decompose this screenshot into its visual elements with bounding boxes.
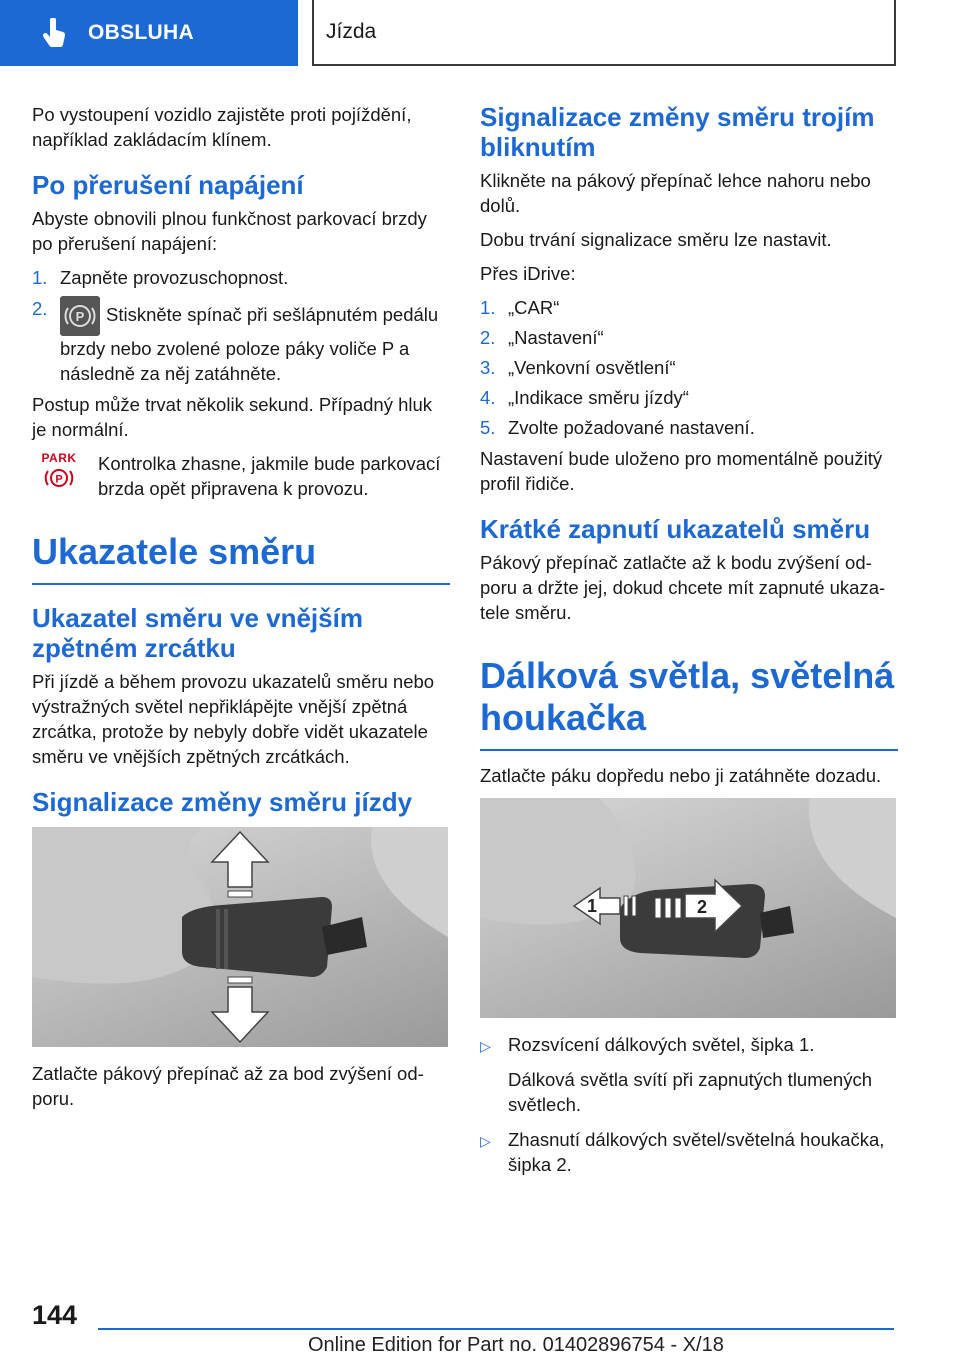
indicator-note bbox=[32, 451, 450, 501]
arrow-label-1: 1 bbox=[586, 896, 598, 916]
turn-signal-lever-image bbox=[32, 827, 448, 1047]
step-text: Stiskněte spínač při sešlápnutém pedálu brzdy nebo zvolené poloze páky voliče P a následně za něj zatáhněte. bbox=[60, 303, 439, 384]
list-item bbox=[32, 296, 450, 386]
step-number: 3. bbox=[480, 357, 496, 378]
bullet-text: Rozsvícení dálkových světel, šipka 1. bbox=[508, 1034, 815, 1055]
step-number: 4. bbox=[480, 387, 496, 408]
intro-text: Po vystoupení vozidlo zajistěte proti pojíždění, například zakládacím klínem. bbox=[32, 104, 412, 150]
step-text: „Indikace směru jízdy“ bbox=[508, 387, 689, 408]
heading-power-interruption: Po přerušení napájení bbox=[32, 170, 304, 200]
step-number: 2. bbox=[32, 298, 48, 319]
duration-text: Postup může trvat několik sekund. Případný hluk je normální. bbox=[32, 394, 433, 440]
signal-text: Zatlačte pákový přepínač až za bod zvýšení odporu. bbox=[32, 1063, 424, 1109]
triangle-bullet-icon: ▷ bbox=[480, 1038, 491, 1054]
list-item bbox=[480, 325, 898, 350]
saved-text: Nastavení bude uloženo pro momentálně použitý profil řidiče. bbox=[480, 448, 883, 494]
footer-divider bbox=[98, 1328, 894, 1330]
park-indicator-label: PARK bbox=[41, 451, 77, 465]
park-indicator-icon bbox=[32, 451, 86, 501]
heading-triple-blink: Signalizace změny směru trojím bliknutím bbox=[480, 102, 875, 162]
high-beam-bullets-2 bbox=[480, 1127, 898, 1177]
step-number: 5. bbox=[480, 417, 496, 438]
step-number: 1. bbox=[32, 267, 48, 288]
section-label: OBSLUHA bbox=[88, 21, 194, 44]
svg-text:P: P bbox=[75, 309, 85, 324]
step-text: Zapněte provozuschopnost. bbox=[60, 267, 289, 288]
parking-brake-switch-icon bbox=[60, 296, 100, 336]
triangle-bullet-icon: ▷ bbox=[480, 1133, 491, 1149]
indicator-text: Kontrolka zhasne, jakmile bude parkovací brzda opět připravena k provozu. bbox=[98, 453, 441, 499]
chapter-tab bbox=[312, 0, 896, 66]
list-item bbox=[480, 295, 898, 320]
step-text: Zvolte požadované nastavení. bbox=[508, 417, 755, 438]
step-text: „Venkovní osvětlení“ bbox=[508, 357, 676, 378]
list-item bbox=[480, 1127, 898, 1177]
arrow-label-2: 2 bbox=[696, 897, 708, 917]
step-text: „CAR“ bbox=[508, 297, 560, 318]
duration-setting-text: Dobu trvání signalizace směru lze nastavit. bbox=[480, 229, 832, 250]
step-text: „Nastavení“ bbox=[508, 327, 604, 348]
section-tab bbox=[0, 0, 298, 66]
bullet-text: Zhasnutí dálkových světel/světelná houkačka, šipka 2. bbox=[508, 1129, 885, 1175]
power-text: Abyste obnovili plnou funkčnost parkovací brzdy po přerušení napájení: bbox=[32, 208, 427, 254]
page-number: 144 bbox=[32, 1300, 78, 1330]
step-number: 2. bbox=[480, 327, 496, 348]
hand-pointer-icon bbox=[42, 18, 68, 48]
list-item bbox=[480, 1032, 898, 1059]
heading-turn-signals: Ukazatele směru bbox=[32, 531, 450, 585]
list-item bbox=[480, 385, 898, 410]
high-beam-text: Zatlačte páku dopředu nebo ji zatáhněte dozadu. bbox=[480, 765, 882, 786]
left-column bbox=[32, 102, 450, 1120]
svg-text:P: P bbox=[55, 473, 63, 486]
power-steps bbox=[32, 265, 450, 386]
heading-short-signal: Krátké zapnutí ukazatelů směru bbox=[480, 514, 871, 544]
chapter-label: Jízda bbox=[326, 20, 377, 43]
heading-signal-change: Signalizace změny směru jízdy bbox=[32, 787, 413, 817]
step-number: 1. bbox=[480, 297, 496, 318]
triple-text: Klikněte na pákový přepínač lehce nahoru nebo dolů. bbox=[480, 170, 871, 216]
right-column bbox=[480, 102, 898, 1185]
mirror-text: Při jízdě a během provozu ukazatelů směru nebo výstražných světel nepřiklápějte vnější zpětná zrcátka, protože by nebyly dobře vidět ukazatele směru ve vnějších zpětných zrcátkách. bbox=[32, 671, 435, 767]
list-item bbox=[32, 265, 450, 290]
idrive-steps bbox=[480, 295, 898, 440]
high-beam-bullets bbox=[480, 1032, 898, 1059]
list-item bbox=[480, 415, 898, 440]
heading-high-beam: Dálková světla, světelná houkačka bbox=[480, 655, 898, 751]
footer-edition: Online Edition for Part no. 01402896754 - X/18 bbox=[308, 1334, 724, 1356]
idrive-text: Přes iDrive: bbox=[480, 263, 576, 284]
bullet-subtext: Dálková světla svítí při zapnutých tlumených světlech. bbox=[508, 1069, 872, 1115]
list-item bbox=[480, 355, 898, 380]
high-beam-lever-image bbox=[480, 798, 896, 1018]
heading-mirror-signal: Ukazatel směru ve vnějším zpětném zrcátku bbox=[32, 603, 363, 663]
short-text: Pákový přepínač zatlačte až k bodu zvýšení odporu a držte jej, dokud chcete mít zapnuté ukazatele směru. bbox=[480, 552, 886, 623]
